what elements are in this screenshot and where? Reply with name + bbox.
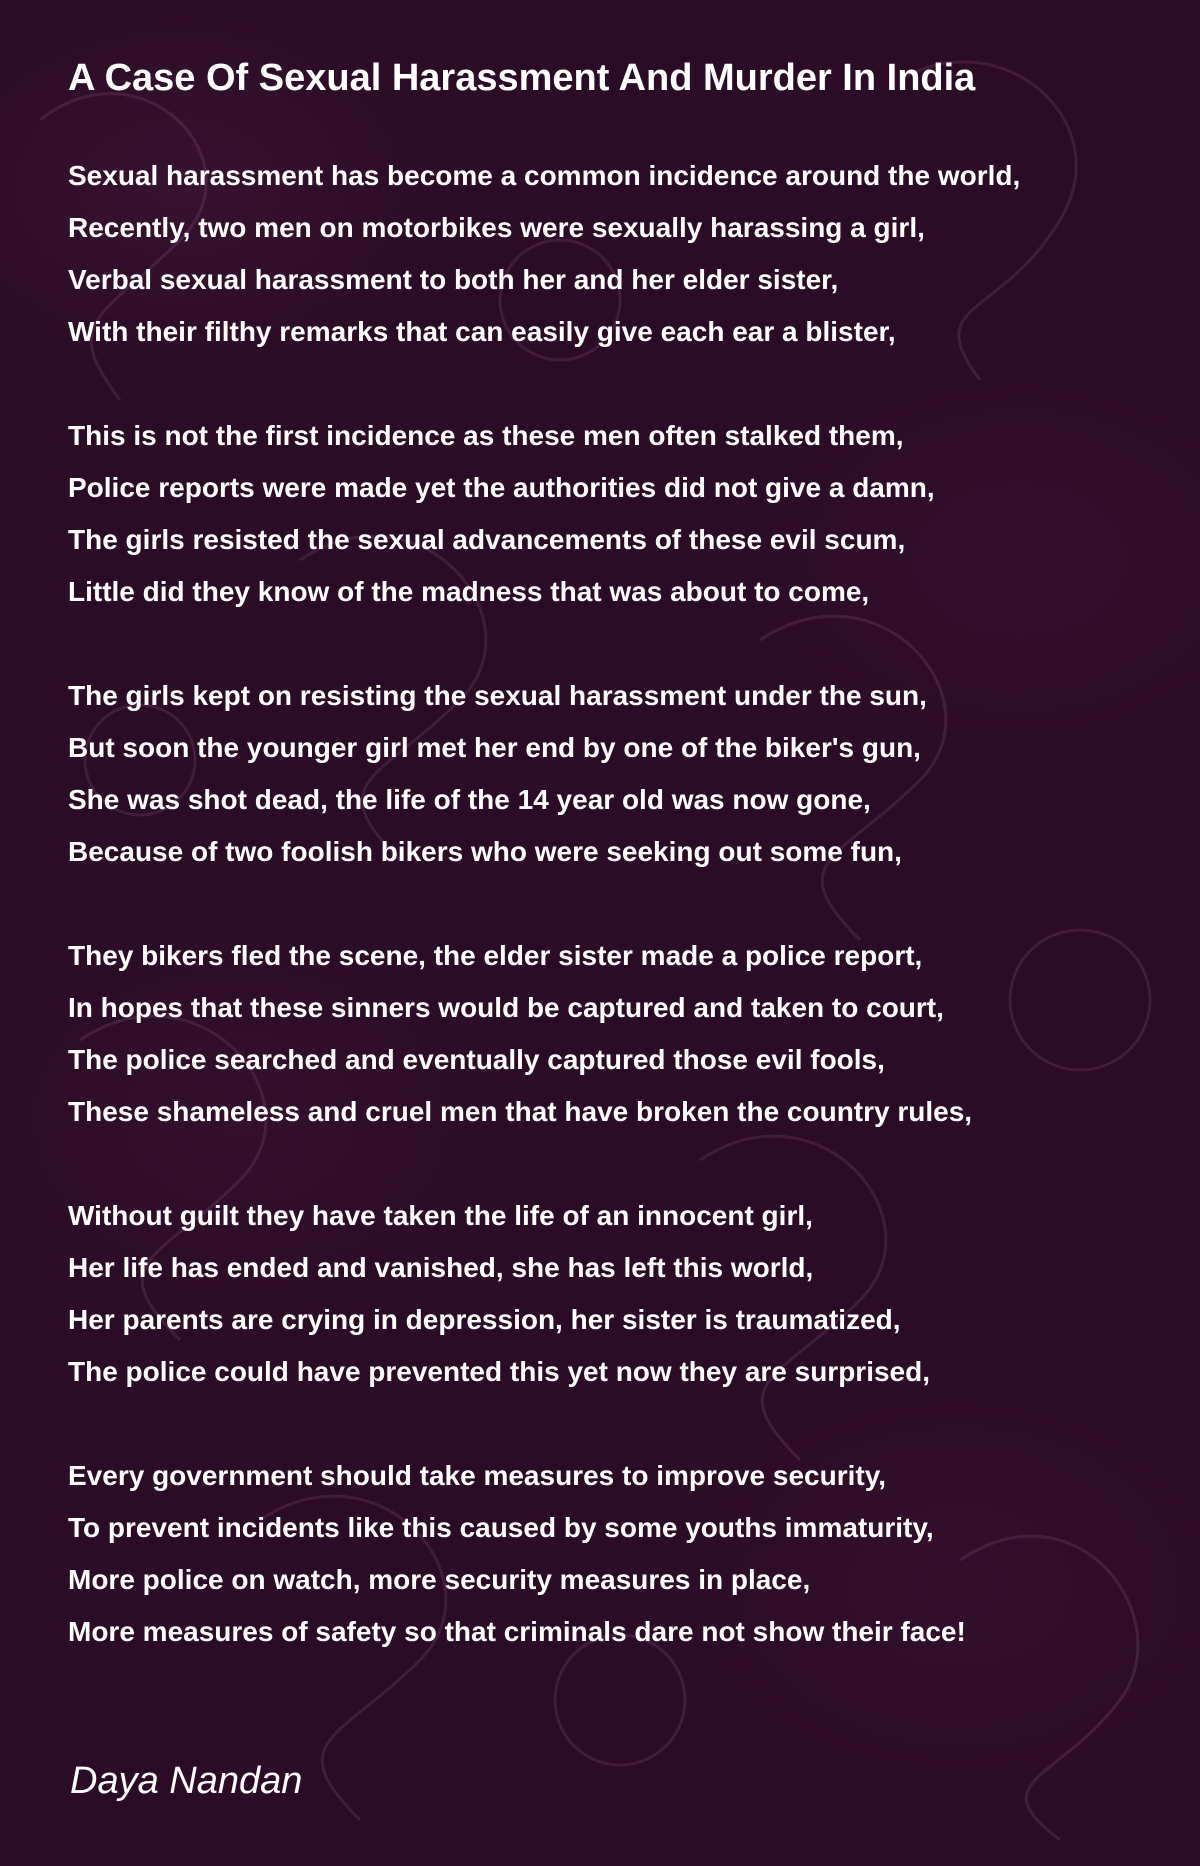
poem-stanza xyxy=(68,150,1178,358)
poem-line: Sexual harassment has become a common incidence around the world, xyxy=(68,160,1021,191)
poem-line: Her life has ended and vanished, she has left this world, xyxy=(68,1252,814,1283)
poem-line: Little did they know of the madness that was about to come, xyxy=(68,576,870,607)
poem-stanza xyxy=(68,1450,1178,1658)
poem-line: The girls kept on resisting the sexual harassment under the sun, xyxy=(68,680,927,711)
poem-line: They bikers fled the scene, the elder sister made a police report, xyxy=(68,940,923,971)
poem-container xyxy=(68,52,1178,1710)
poem-line: More measures of safety so that criminals dare not show their face! xyxy=(68,1616,966,1647)
poem-body xyxy=(68,150,1178,1658)
poem-stanza xyxy=(68,410,1178,618)
poem-author: Daya Nandan xyxy=(70,1760,303,1802)
poem-line: The police searched and eventually captured those evil fools, xyxy=(68,1044,885,1075)
poem-line: The police could have prevented this yet now they are surprised, xyxy=(68,1356,931,1387)
poem-stanza xyxy=(68,1190,1178,1398)
poem-line: This is not the first incidence as these men often stalked them, xyxy=(68,420,904,451)
poem-line: Without guilt they have taken the life of an innocent girl, xyxy=(68,1200,813,1231)
poem-stanza xyxy=(68,670,1178,878)
poem-line: Every government should take measures to improve security, xyxy=(68,1460,887,1491)
poem-title: A Case Of Sexual Harassment And Murder In India xyxy=(68,57,976,99)
poem-line: The girls resisted the sexual advancements of these evil scum, xyxy=(68,524,906,555)
poem-line: With their filthy remarks that can easily give each ear a blister, xyxy=(68,316,896,347)
poem-line: Verbal sexual harassment to both her and her elder sister, xyxy=(68,264,839,295)
poem-line: She was shot dead, the life of the 14 year old was now gone, xyxy=(68,784,871,815)
poem-line: To prevent incidents like this caused by some youths immaturity, xyxy=(68,1512,934,1543)
poem-line: These shameless and cruel men that have broken the country rules, xyxy=(68,1096,973,1127)
poem-line: Because of two foolish bikers who were seeking out some fun, xyxy=(68,836,902,867)
poem-stanza xyxy=(68,930,1178,1138)
poem-line: Police reports were made yet the authorities did not give a damn, xyxy=(68,472,935,503)
poem-line: But soon the younger girl met her end by one of the biker's gun, xyxy=(68,732,921,763)
poem-line: More police on watch, more security measures in place, xyxy=(68,1564,811,1595)
poem-line: Her parents are crying in depression, her sister is traumatized, xyxy=(68,1304,901,1335)
poem-line: In hopes that these sinners would be captured and taken to court, xyxy=(68,992,944,1023)
poem-line: Recently, two men on motorbikes were sexually harassing a girl, xyxy=(68,212,925,243)
